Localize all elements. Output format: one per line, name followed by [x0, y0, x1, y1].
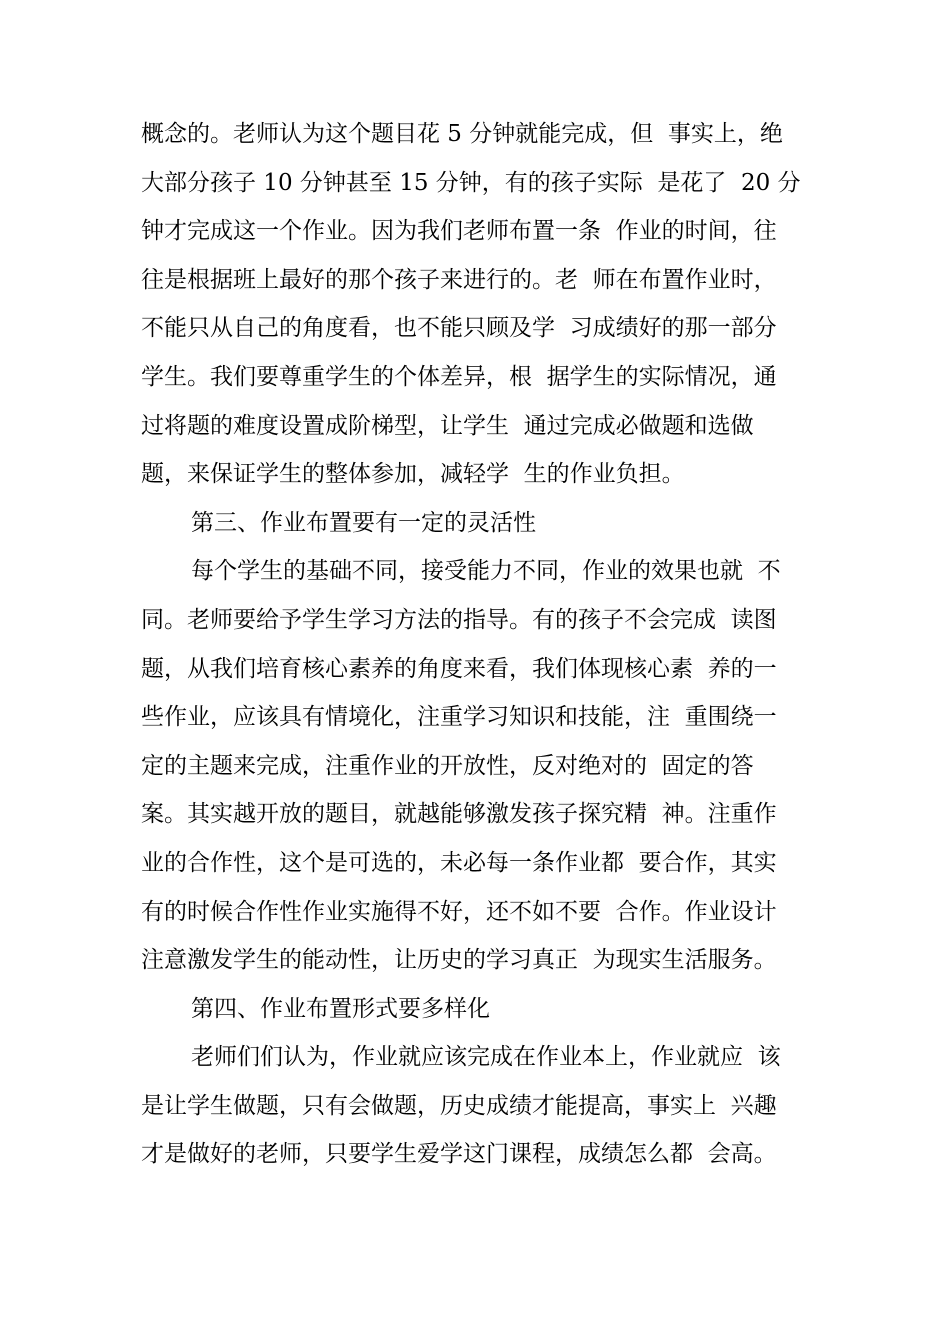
paragraph-line: 题，来保证学生的整体参加，减轻学 生的作业负担。 [141, 461, 685, 488]
paragraph-line: 往是根据班上最好的那个孩子来进行的。老 师在布置作业时， [141, 266, 777, 293]
paragraph-line: 同。老师要给予学生学习方法的指导。有的孩子不会完成 读图 [141, 606, 777, 633]
paragraph-line: 案。其实越开放的题目，就越能够激发孩子探究精 神。注重作 [141, 801, 777, 828]
paragraph-line: 概念的。老师认为这个题目花 5 分钟就能完成，但 事实上，绝 [141, 121, 783, 147]
paragraph-line: 是让学生做题，只有会做题，历史成绩才能提高，事实上 兴趣 [141, 1092, 777, 1119]
paragraph-line: 业的合作性，这个是可选的，未必每一条作业都 要合作，其实 [141, 849, 777, 876]
paragraph-line: 不能只从自己的角度看，也不能只顾及学 习成绩好的那一部分 [141, 315, 777, 342]
paragraph-line: 钟才完成这一个作业。因为我们老师布置一条 作业的时间，往 [141, 218, 777, 245]
section-heading-3: 第三、作业布置要有一定的灵活性 [191, 509, 536, 536]
paragraph-line: 每个学生的基础不同，接受能力不同，作业的效果也就 不 [191, 558, 781, 585]
paragraph-line: 些作业，应该具有情境化，注重学习知识和技能，注 重围绕一 [141, 704, 777, 731]
document-body [141, 110, 821, 1179]
paragraph-line: 有的时候合作性作业实施得不好，还不如不要 合作。作业设计 [141, 898, 777, 925]
paragraph-line: 才是做好的老师，只要学生爱学这门课程，成绩怎么都 会高。 [141, 1141, 777, 1168]
paragraph-line: 大部分孩子 10 分钟甚至 15 分钟，有的孩子实际 是花了 20 分 [141, 169, 801, 196]
paragraph-line: 注意激发学生的能动性，让历史的学习真正 为现实生活服务。 [141, 947, 777, 974]
paragraph-line: 老师们们认为，作业就应该完成在作业本上，作业就应 该 [191, 1044, 781, 1071]
paragraph-line: 过将题的难度设置成阶梯型，让学生 通过完成必做题和选做 [141, 412, 754, 439]
paragraph-line: 学生。我们要尊重学生的个体差异，根 据学生的实际情况，通 [141, 363, 777, 390]
paragraph-line: 定的主题来完成，注重作业的开放性，反对绝对的 固定的答 [141, 752, 754, 779]
paragraph-line: 题，从我们培育核心素养的角度来看，我们体现核心素 养的一 [141, 655, 777, 682]
section-heading-4: 第四、作业布置形式要多样化 [191, 995, 490, 1022]
